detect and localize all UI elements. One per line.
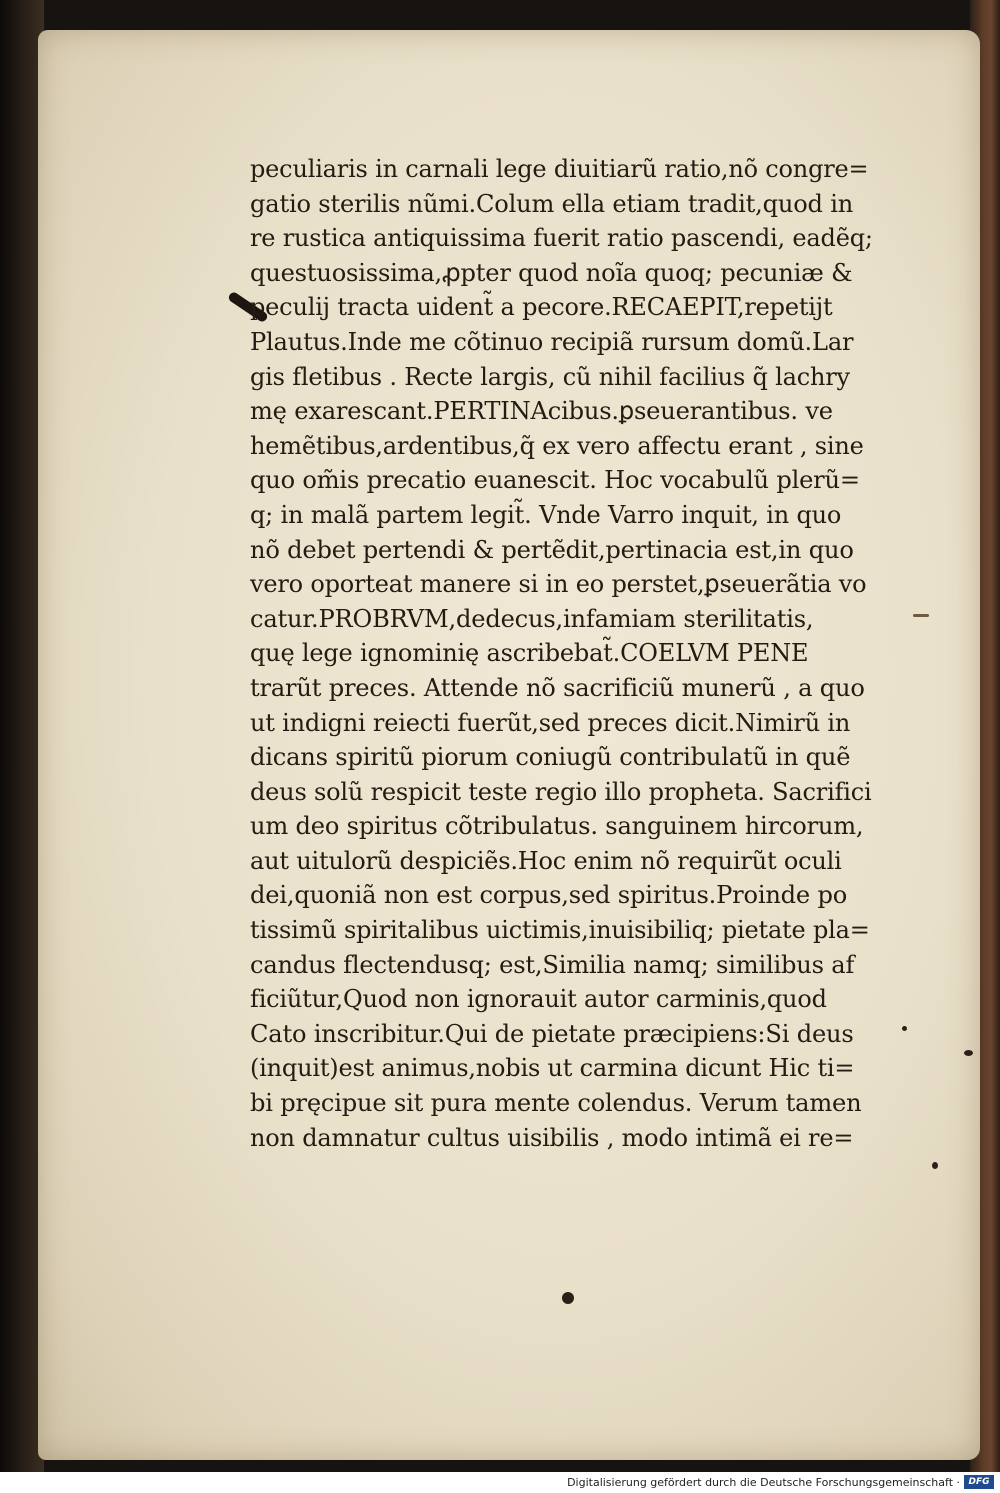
margin-mark bbox=[913, 614, 929, 617]
text-line: candus flectendusq; est,Similia namq; similibus af bbox=[250, 949, 855, 979]
text-line: q; in malã partem legit̃. Vnde Varro inquit, in quo bbox=[250, 499, 842, 529]
text-line: hemẽtibus,ardentibus,q̃ ex vero affectu erant , sine bbox=[250, 430, 864, 460]
text-line: quę lege ignominię ascribebat̃.COELVM PENE bbox=[250, 638, 809, 668]
text-line: quo om̃is precatio euanescit. Hoc vocabulũ plerũ= bbox=[250, 465, 860, 495]
dfg-logo: DFG bbox=[964, 1475, 994, 1489]
footer-credit: Digitalisierung gefördert durch die Deutsche Forschungsgemeinschaft · bbox=[567, 1476, 960, 1489]
text-line: nõ debet pertendi & pertẽdit,pertinacia est,in quo bbox=[250, 534, 854, 564]
text-line: peculij tracta uident̃ a pecore.RECAEPIT,repetijt bbox=[250, 292, 833, 322]
text-line: gis fletibus . Recte largis, cũ nihil facilius q̃ lachry bbox=[250, 361, 850, 391]
text-line: vero oporteat manere si in eo perstet,ꝑseuerãtia vo bbox=[250, 569, 867, 599]
margin-dot bbox=[964, 1050, 973, 1056]
text-line: tissimũ spiritalibus uictimis,inuisibiliq; pietate pla= bbox=[250, 915, 870, 945]
text-line: peculiaris in carnali lege diuitiarũ ratio,nõ congre= bbox=[250, 154, 869, 183]
text-line: non damnatur cultus uisibilis , modo intimã ei re= bbox=[250, 1122, 854, 1152]
text-line: ficiũtur,Quod non ignorauit autor carminis,quod bbox=[250, 984, 827, 1014]
text-line: bi pręcipue sit pura mente colendus. Verum tamen bbox=[250, 1088, 862, 1118]
text-line: gatio sterilis nũmi.Colum ella etiam tradit,quod in bbox=[250, 188, 854, 218]
text-line: trarũt preces. Attende nõ sacrificiũ munerũ , a quo bbox=[250, 672, 865, 702]
text-line: mę exarescant.PERTINAcibus.ꝑseuerantibus. ve bbox=[250, 396, 833, 426]
text-line: re rustica antiquissima fuerit ratio pascendi, eadẽq; bbox=[250, 223, 873, 253]
text-line: aut uitulorũ despiciẽs.Hoc enim nõ requirũt oculi bbox=[250, 845, 842, 875]
text-line: Plautus.Inde me cõtinuo recipiã rursum domũ.Lar bbox=[250, 326, 854, 356]
text-line: dicans spiritũ piorum coniugũ contribulatũ in quẽ bbox=[250, 742, 851, 772]
text-line: catur.PROBRVM,dedecus,infamiam sterilitatis, bbox=[250, 603, 814, 633]
text-line: (inquit)est animus,nobis ut carmina dicunt Hic ti= bbox=[250, 1053, 855, 1083]
text-line: Cato inscribitur.Qui de pietate præcipiens:Si deus bbox=[250, 1018, 854, 1048]
text-line: deus solũ respicit teste regio illo propheta. Sacrifici bbox=[250, 776, 872, 806]
margin-dot bbox=[932, 1162, 938, 1169]
text-line: dei,quoniã non est corpus,sed spiritus.Proinde po bbox=[250, 880, 848, 910]
text-line: ut indigni reiecti fuerũt,sed preces dicit.Nimirũ in bbox=[250, 707, 851, 737]
text-line: questuosissima,ꝓpter quod noĩa quoq; pecuniæ & bbox=[250, 257, 853, 287]
text-line: um deo spiritus cõtribulatus. sanguinem hircorum, bbox=[250, 811, 864, 841]
page-ink-blot bbox=[562, 1292, 574, 1304]
text-column bbox=[250, 152, 910, 1155]
